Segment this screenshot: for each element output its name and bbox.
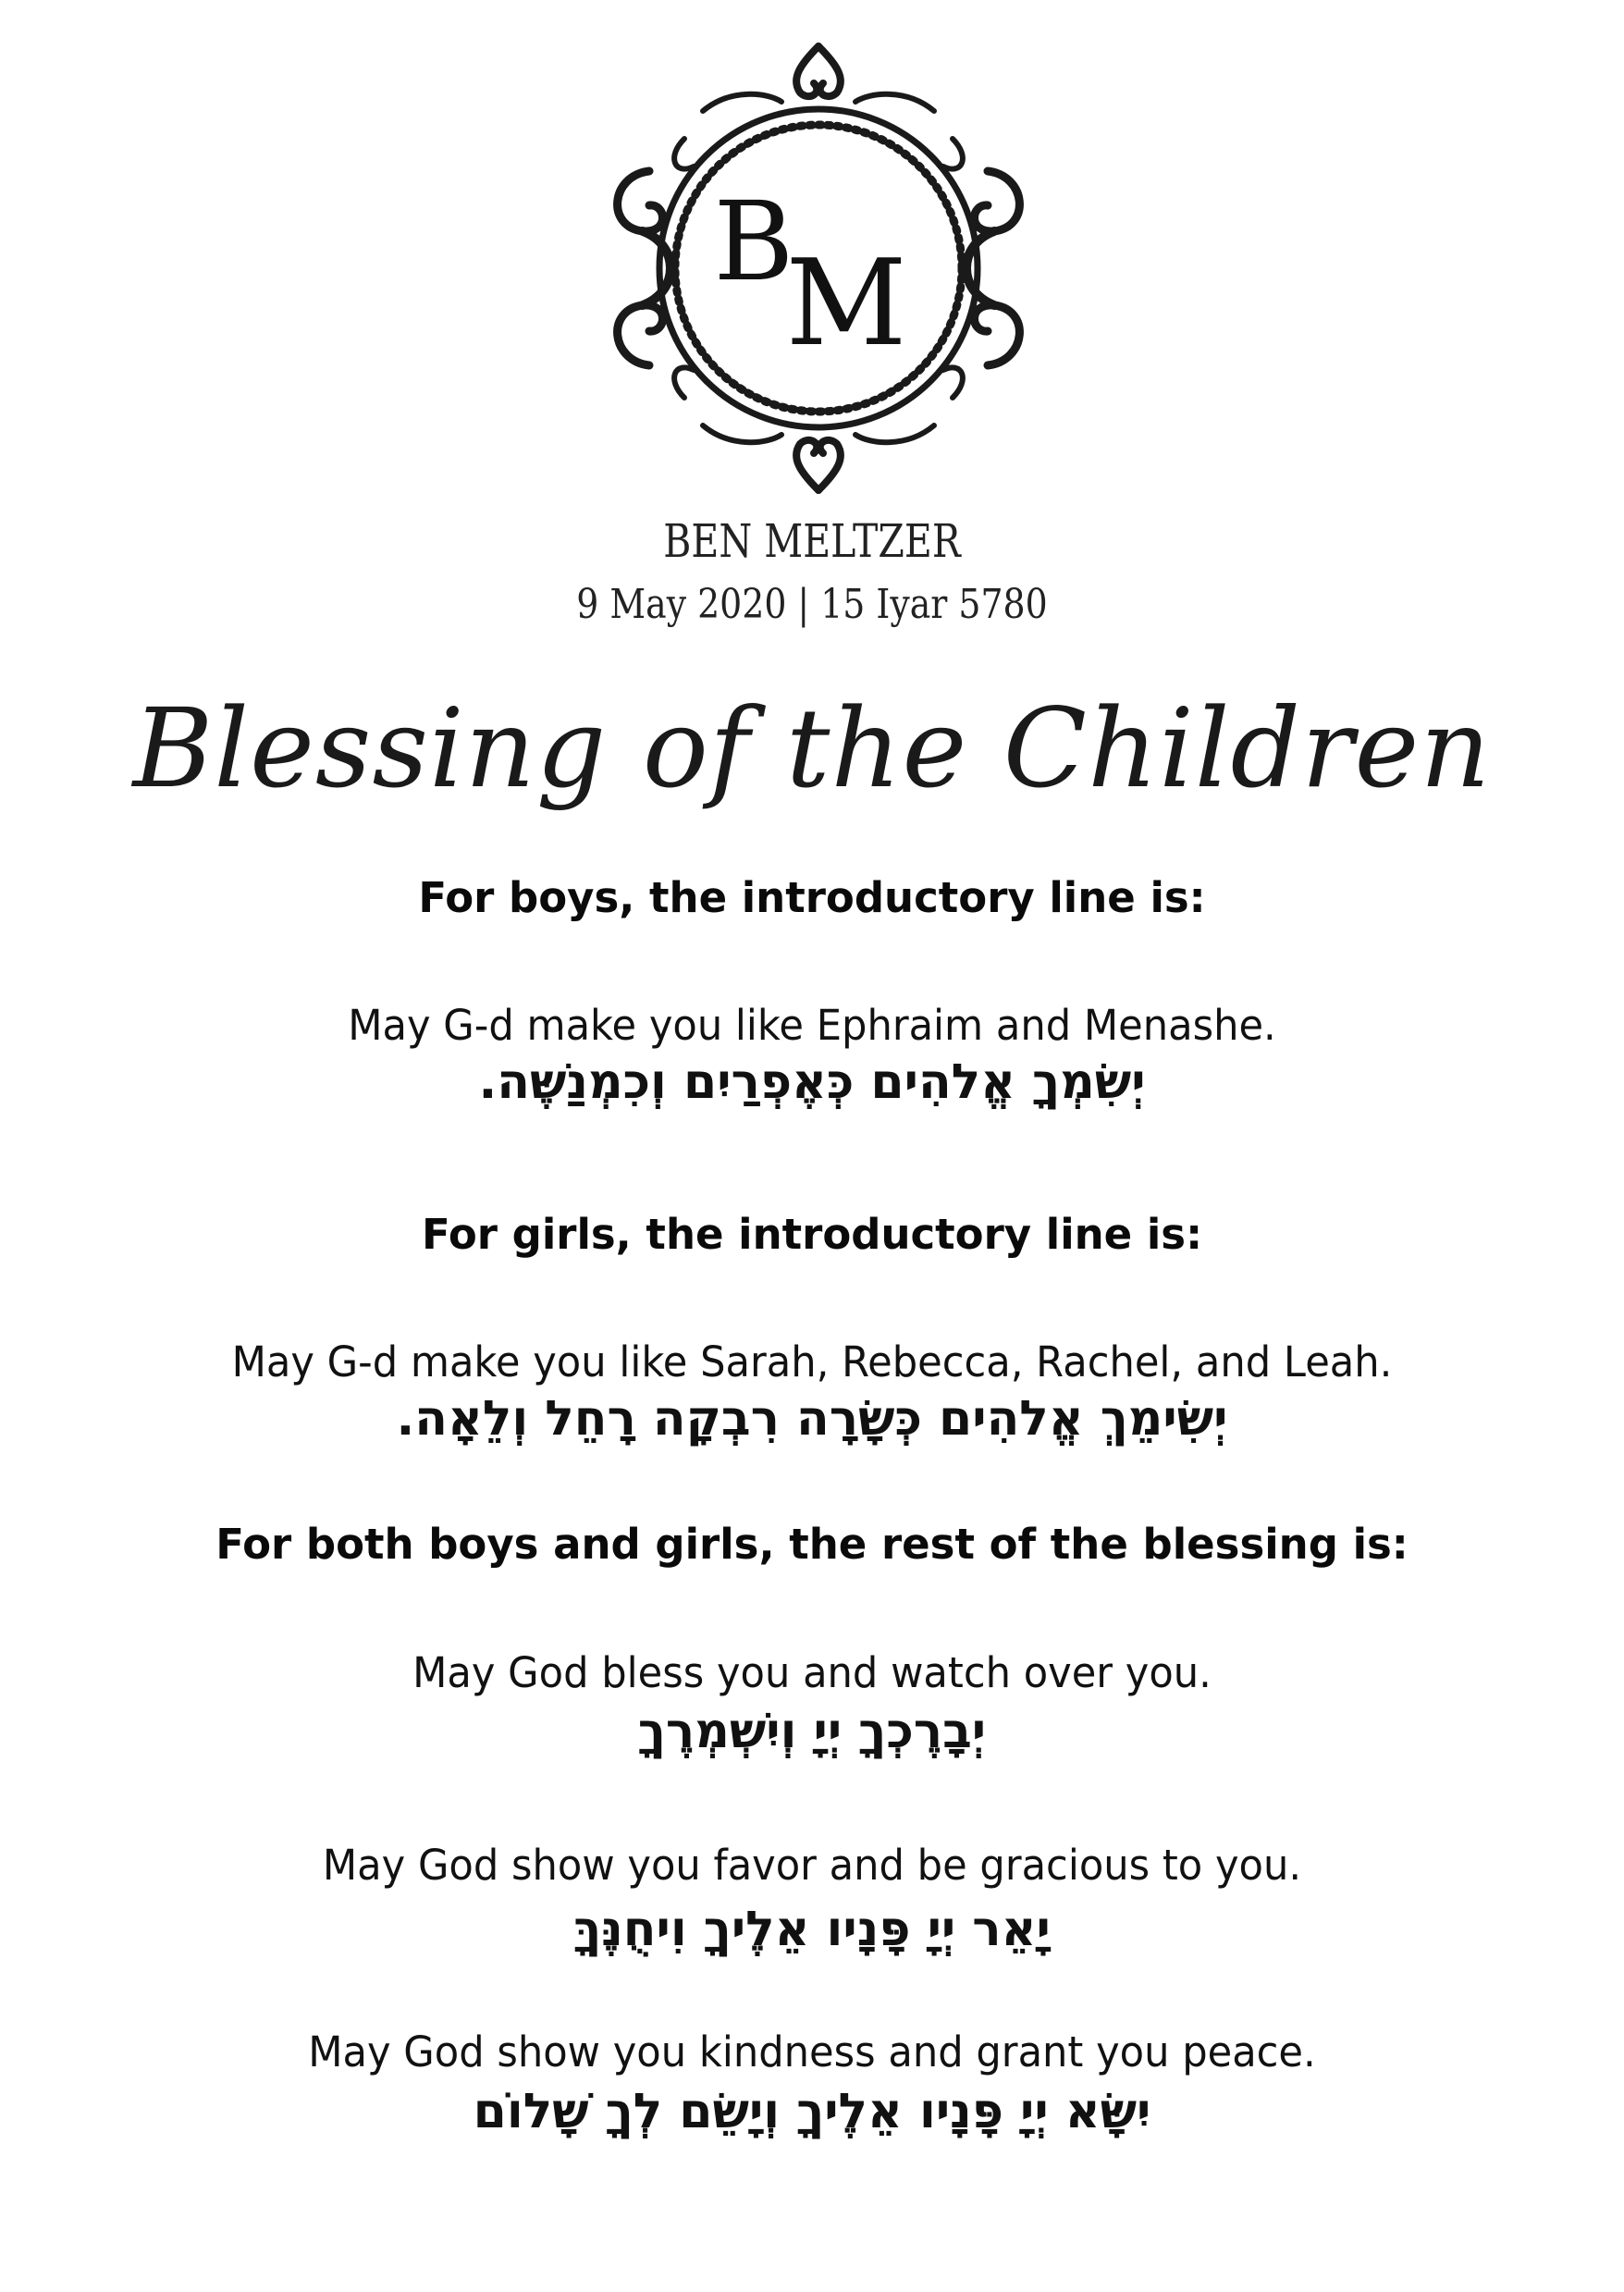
section-heading-girls: For girls, the introductory line is: [421,1210,1203,1259]
blessing-hebrew-2: יָאֵר יְיָ פָּנָיו אֵלֶיךָ וִיחֻנֶּךָּ [573,1902,1051,1957]
monogram-letter-b: B [713,178,794,305]
blessing-english-3: May God show you kindness and grant you peace. [308,2027,1316,2076]
monogram-frame-logo [592,37,1045,499]
blessing-hebrew-boys: יְשִׂמְךָ אֱלהִים כְּאֶפְרַיִם וְכִמְנַשֶּׁה. [478,1054,1146,1110]
section-heading-boys: For boys, the introductory line is: [418,873,1206,922]
blessing-hebrew-3: יִשָּׂא יְיָ פָּנָיו אֵלֶיךָ וְיָשֵׂם לְךָ שָׁלוֹם [473,2084,1151,2139]
blessing-hebrew-1: יְבָרֶכְךָ יְיָ וְיִשְׁמְרֶךָ [637,1704,987,1759]
page-title: Blessing of the Children [132,684,1492,812]
event-date: 9 May 2020 | 15 Iyar 5780 [576,581,1048,628]
blessing-english-2: May God show you favor and be gracious to you. [322,1841,1302,1890]
celebrant-name: BEN MELTZER [663,514,961,568]
blessing-english-boys: May G-d make you like Ephraim and Menashe. [348,1001,1276,1050]
blessing-english-girls: May G-d make you like Sarah, Rebecca, Rachel, and Leah. [231,1337,1393,1386]
blessing-hebrew-girls: יְשִׂימֵךְ אֱלהִים כְּשָׂרָה רִבְקָה רָחֵל וְלֵאָה. [396,1391,1228,1447]
section-heading-both: For both boys and girls, the rest of the blessing is: [215,1520,1409,1569]
monogram-letter-m: M [785,235,907,373]
blessing-english-1: May God bless you and watch over you. [412,1648,1212,1697]
